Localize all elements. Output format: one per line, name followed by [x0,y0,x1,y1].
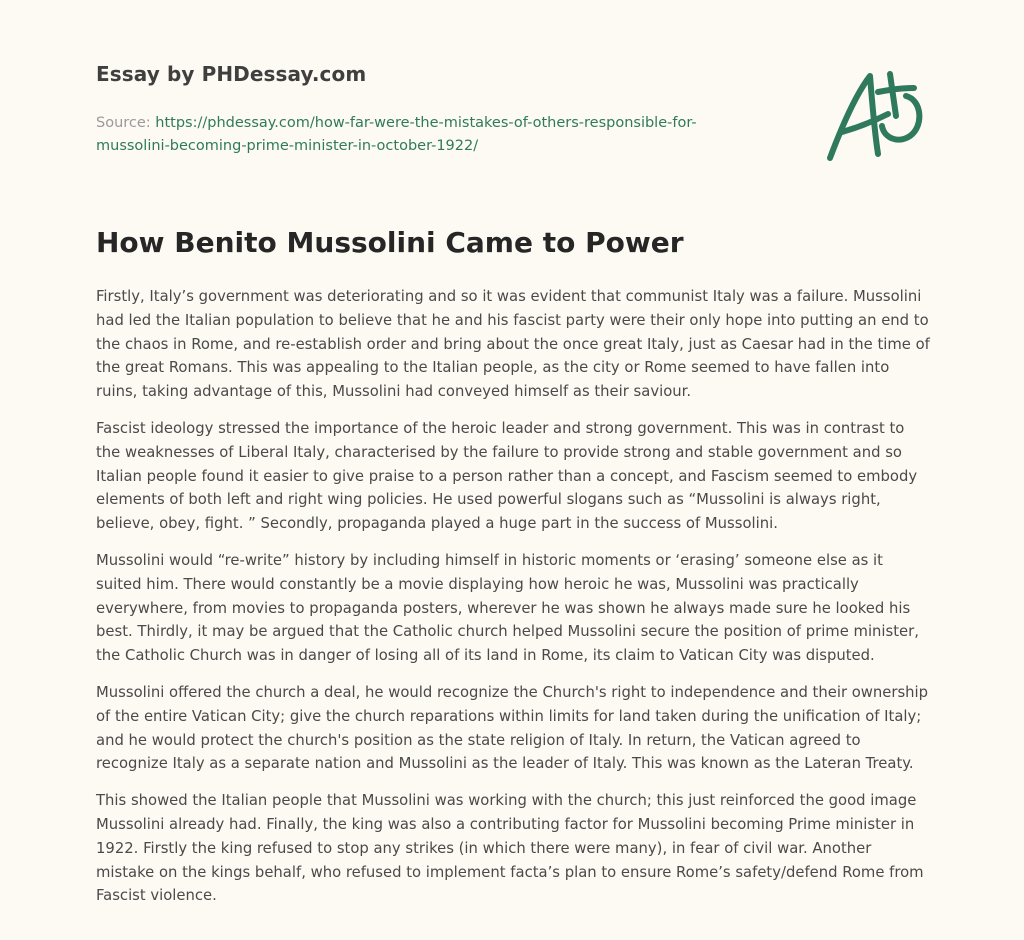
source-line [96,112,756,158]
essay-body [96,285,932,921]
essay-paragraph: Mussolini would “re-write” history by including himself in historic moments or ‘erasing’ someone else as it suited him. There would constantly be a movie displaying how heroic he was, Mussolini was practically everywhere, from movies to propaganda posters, wherever he was shown he always made sure he looked his best. Thirdly, it may be argued that the Catholic church helped Mussolini secure the position of prime minister, the Catholic Church was in danger of losing all of its land in Rome, its claim to Vatican City was disputed. [96,551,919,665]
source-link[interactable]: https://phdessay.com/how-far-were-the-mistakes-of-others-responsible-for-mussolini-becoming-prime-minister-in-october-1922/ [96,115,697,154]
page-header [96,62,756,158]
a-plus-grade-icon [822,66,932,166]
page-title: How Benito Mussolini Came to Power [96,226,684,259]
essay-paragraph: This showed the Italian people that Mussolini was working with the church; this just reinforced the good image Mussolini already had. Finally, the king was also a contributing factor for Mussolini becoming Prime minister in 1922. Firstly the king refused to stop any strikes (in which there were many), in fear of civil war. Another mistake on the kings behalf, who refused to implement facta’s plan to ensure Rome’s safety/defend Rome from Fascist violence. [96,792,924,905]
essay-paragraph: Firstly, Italy’s government was deteriorating and so it was evident that communist Italy was a failure. Mussolini had led the Italian population to believe that he and his fascist party were their only hope into putting an end to the chaos in Rome, and re-establish order and bring about the once great Italy, just as Caesar had in the time of the great Romans. This was appealing to the Italian people, as the city or Rome seemed to have fallen into ruins, taking advantage of this, Mussolini had conveyed himself as their saviour. [96,288,930,401]
site-brand: Essay by PHDessay.com [96,62,367,86]
source-label: Source: [96,115,156,131]
essay-paragraph: Fascist ideology stressed the importance of the heroic leader and strong government. This was in contrast to the weaknesses of Liberal Italy, characterised by the failure to provide strong and stable government and so Italian people found it easier to give praise to a person rather than a concept, and Fascism seemed to embody elements of both left and right wing policies. He used powerful slogans such as “Mussolini is always right, believe, obey, fight. ” Secondly, propaganda played a huge part in the success of Mussolini. [96,419,918,533]
essay-paragraph: Mussolini offered the church a deal, he would recognize the Church's right to independence and their ownership of the entire Vatican City; give the church reparations within limits for land taken during the unification of Italy; and he would protect the church's position as the state religion of Italy. In return, the Vatican agreed to recognize Italy as a separate nation and Mussolini as the leader of Italy. This was known as the Lateran Treaty. [96,683,929,773]
